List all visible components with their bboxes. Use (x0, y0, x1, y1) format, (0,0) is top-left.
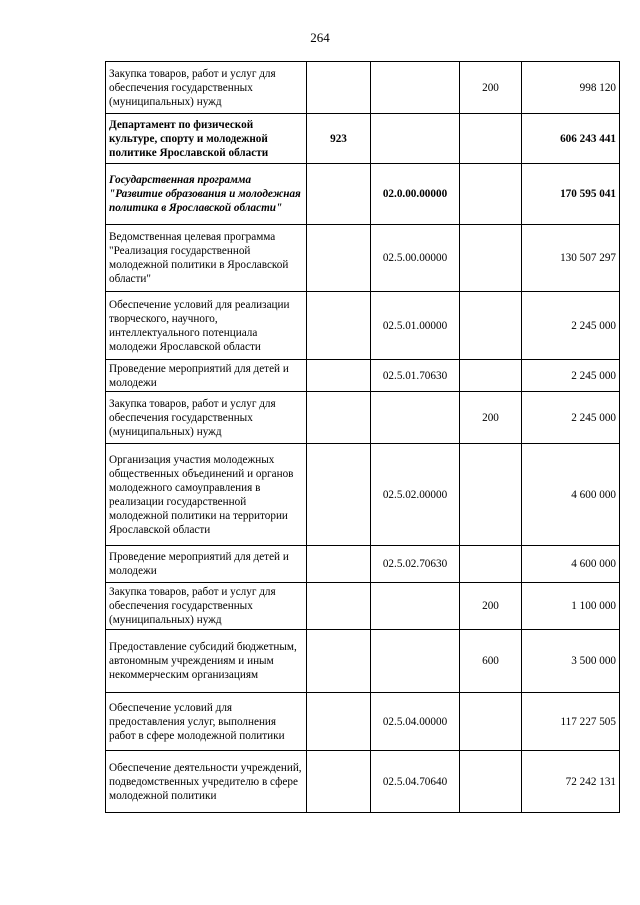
row-vr-cell (460, 360, 522, 392)
row-name-cell: Предоставление субсидий бюджетным, автономным учреждениям и иным некоммерческим организациям (106, 630, 307, 693)
row-vr-cell: 200 (460, 392, 522, 444)
row-amount-cell: 117 227 505 (522, 693, 620, 751)
row-ved-cell (307, 444, 371, 546)
row-name-cell: Закупка товаров, работ и услуг для обеспечения государственных (муниципальных) нужд (106, 62, 307, 114)
row-amount-cell: 130 507 297 (522, 225, 620, 292)
row-csr-cell (371, 392, 460, 444)
row-csr-cell (371, 114, 460, 164)
table-row (106, 693, 620, 751)
table-row (106, 292, 620, 360)
budget-table-body (106, 62, 620, 813)
row-csr-cell: 02.5.04.70640 (371, 751, 460, 813)
row-amount-cell: 1 100 000 (522, 583, 620, 630)
row-name-cell: Обеспечение условий для реализации творческого, научного, интеллектуального потенциала молодежи Ярославской области (106, 292, 307, 360)
row-vr-cell: 200 (460, 62, 522, 114)
table-row (106, 630, 620, 693)
row-vr-cell: 600 (460, 630, 522, 693)
row-vr-cell (460, 751, 522, 813)
row-amount-cell: 4 600 000 (522, 444, 620, 546)
row-amount-cell: 3 500 000 (522, 630, 620, 693)
row-vr-cell (460, 292, 522, 360)
row-ved-cell (307, 62, 371, 114)
row-amount-cell: 2 245 000 (522, 392, 620, 444)
table-row (106, 392, 620, 444)
row-amount-cell: 606 243 441 (522, 114, 620, 164)
row-amount-cell: 2 245 000 (522, 360, 620, 392)
row-vr-cell (460, 225, 522, 292)
table-row (106, 444, 620, 546)
row-ved-cell (307, 225, 371, 292)
table-row (106, 164, 620, 225)
row-csr-cell: 02.5.01.70630 (371, 360, 460, 392)
row-ved-cell: 923 (307, 114, 371, 164)
row-csr-cell: 02.5.04.00000 (371, 693, 460, 751)
row-name-cell: Проведение мероприятий для детей и молодежи (106, 546, 307, 583)
row-amount-cell: 4 600 000 (522, 546, 620, 583)
row-csr-cell: 02.0.00.00000 (371, 164, 460, 225)
row-name-cell: Обеспечение деятельности учреждений, подведомственных учредителю в сфере молодежной политики (106, 751, 307, 813)
row-ved-cell (307, 693, 371, 751)
table-row (106, 546, 620, 583)
page-number: 264 (310, 30, 330, 45)
table-row (106, 583, 620, 630)
row-ved-cell (307, 392, 371, 444)
row-ved-cell (307, 164, 371, 225)
row-name-cell: Государственная программа "Развитие образования и молодежная политика в Ярославской области" (106, 164, 307, 225)
row-vr-cell (460, 114, 522, 164)
row-vr-cell: 200 (460, 583, 522, 630)
row-csr-cell (371, 583, 460, 630)
row-csr-cell (371, 62, 460, 114)
table-row (106, 360, 620, 392)
row-name-cell: Обеспечение условий для предоставления услуг, выполнения работ в сфере молодежной политики (106, 693, 307, 751)
row-name-cell: Закупка товаров, работ и услуг для обеспечения государственных (муниципальных) нужд (106, 392, 307, 444)
row-name-cell: Проведение мероприятий для детей и молодежи (106, 360, 307, 392)
budget-table (105, 61, 620, 813)
row-vr-cell (460, 164, 522, 225)
row-csr-cell (371, 630, 460, 693)
row-csr-cell: 02.5.02.00000 (371, 444, 460, 546)
row-ved-cell (307, 630, 371, 693)
table-row (106, 114, 620, 164)
row-name-cell: Закупка товаров, работ и услуг для обеспечения государственных (муниципальных) нужд (106, 583, 307, 630)
row-vr-cell (460, 444, 522, 546)
row-amount-cell: 72 242 131 (522, 751, 620, 813)
row-vr-cell (460, 546, 522, 583)
row-ved-cell (307, 360, 371, 392)
row-ved-cell (307, 292, 371, 360)
table-row (106, 62, 620, 114)
row-amount-cell: 2 245 000 (522, 292, 620, 360)
row-csr-cell: 02.5.02.70630 (371, 546, 460, 583)
row-ved-cell (307, 751, 371, 813)
row-amount-cell: 998 120 (522, 62, 620, 114)
row-ved-cell (307, 546, 371, 583)
row-amount-cell: 170 595 041 (522, 164, 620, 225)
table-row (106, 225, 620, 292)
row-name-cell: Ведомственная целевая программа "Реализация государственной молодежной политики в Ярославской области" (106, 225, 307, 292)
row-name-cell: Организация участия молодежных общественных объединений и органов молодежного самоуправления в реализации государственной молодежной политики на территории Ярославской области (106, 444, 307, 546)
row-vr-cell (460, 693, 522, 751)
row-csr-cell: 02.5.00.00000 (371, 225, 460, 292)
table-row (106, 751, 620, 813)
row-csr-cell: 02.5.01.00000 (371, 292, 460, 360)
row-ved-cell (307, 583, 371, 630)
row-name-cell: Департамент по физической культуре, спорту и молодежной политике Ярославской области (106, 114, 307, 164)
